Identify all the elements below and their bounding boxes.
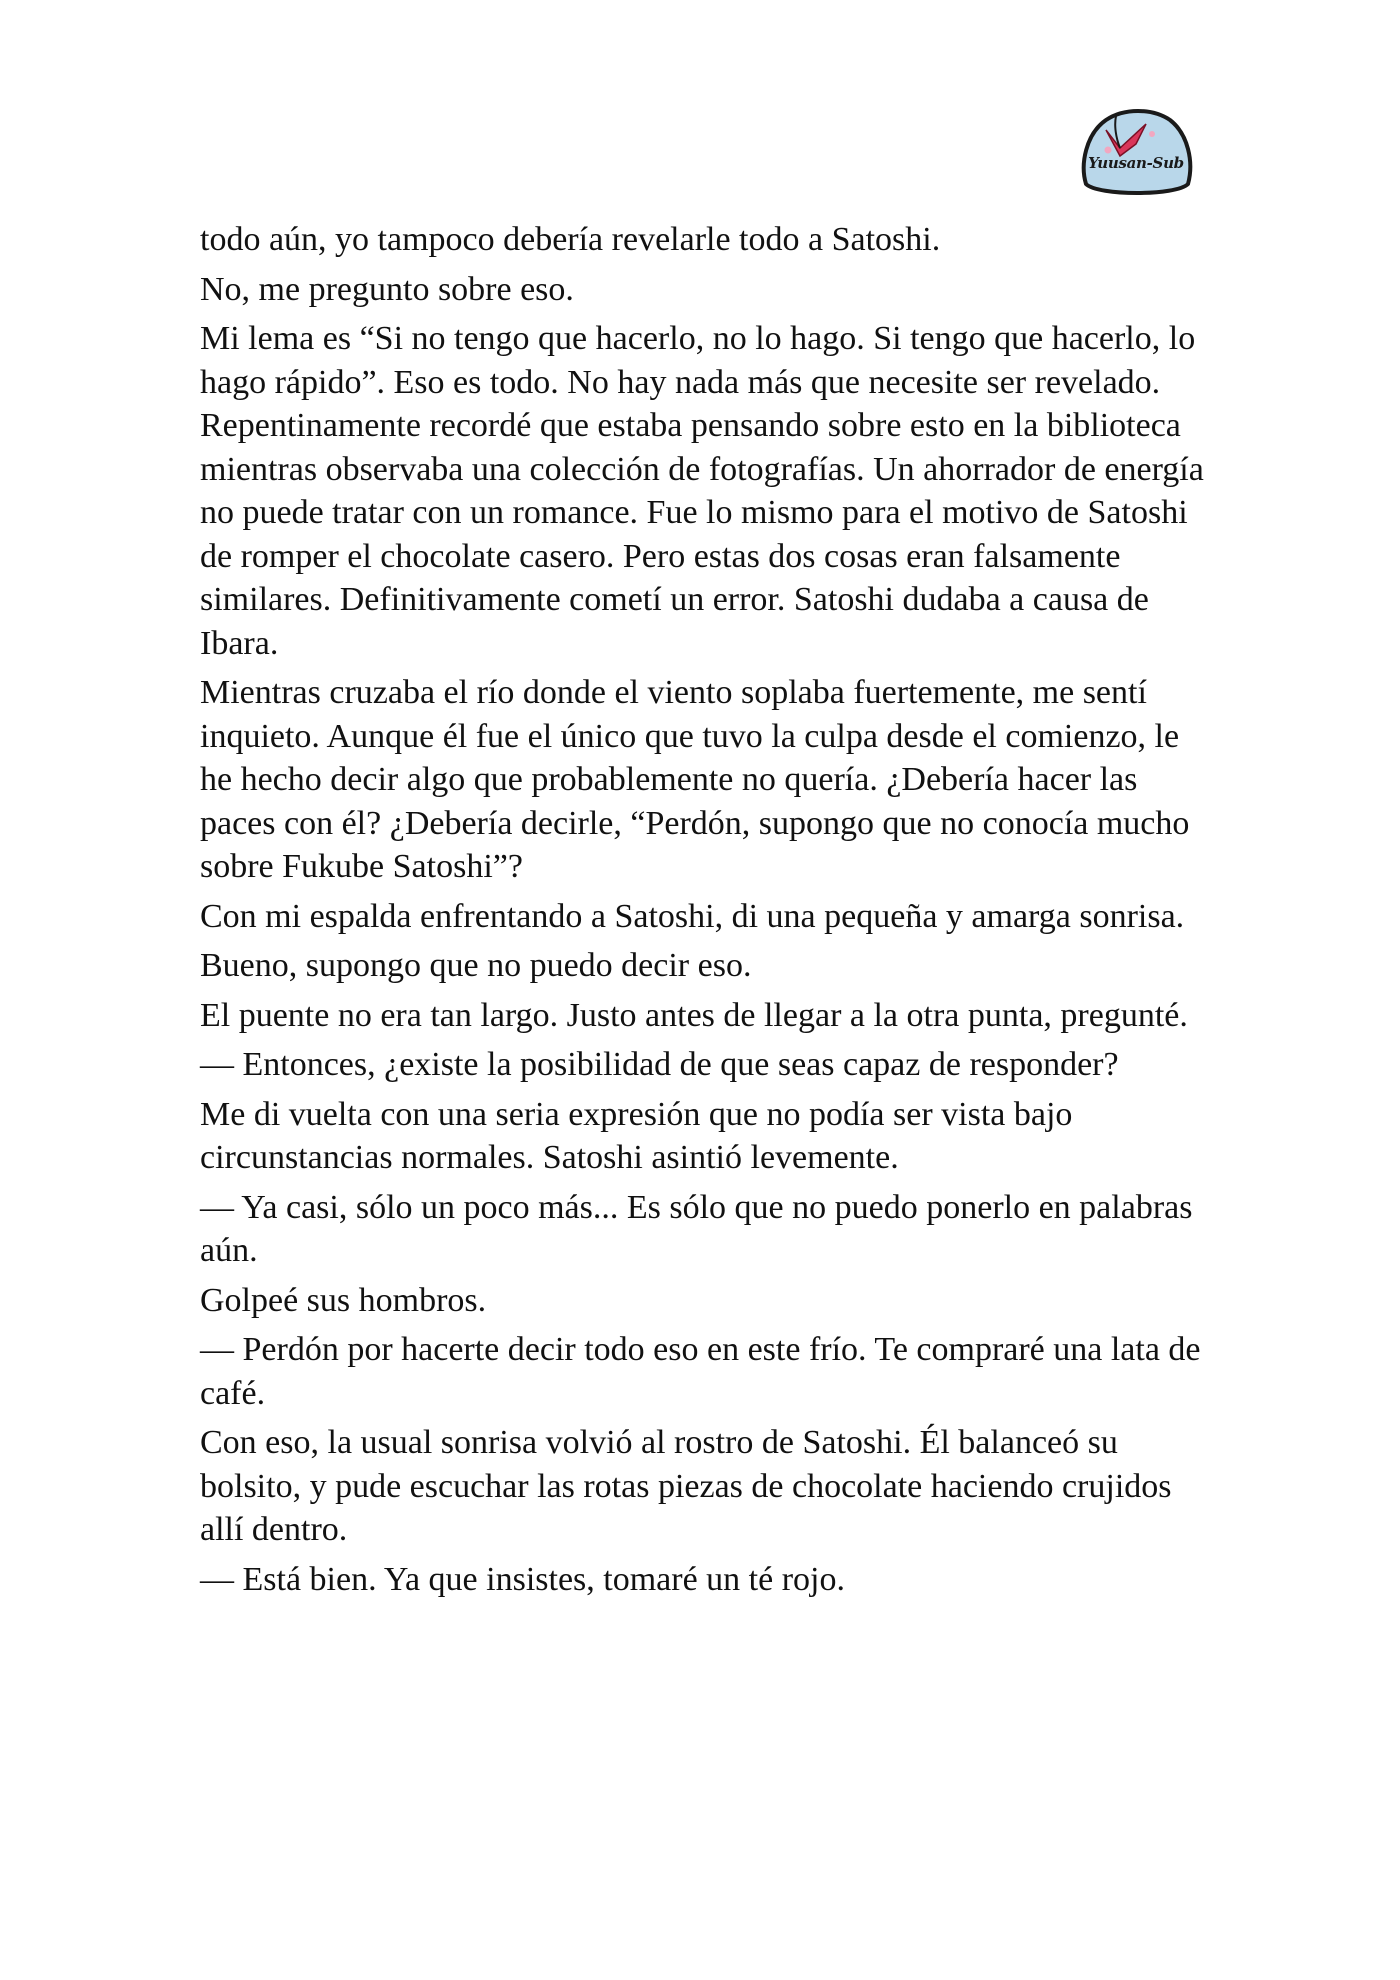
logo-text: Yuusan-Sub bbox=[1088, 154, 1184, 172]
paragraph: No, me pregunto sobre eso. bbox=[200, 270, 574, 308]
dialogue-line: — Entonces, ¿existe la posibilidad de que seas capaz de responder? bbox=[200, 1046, 1119, 1083]
paragraph: Mientras cruzaba el río donde el viento soplaba fuertemente, me sentí inquieto. Aunque él fue el único que tuvo la culpa desde el comienzo, le he hecho decir algo que probablemente no quería. ¿Debería hacer las paces con él? ¿Debería decirle, “Perdón, supongo que no conocía mucho sobre Fukube Satoshi”? bbox=[200, 674, 1190, 885]
yuusan-sub-logo-icon bbox=[1076, 104, 1196, 198]
paragraph: todo aún, yo tampoco debería revelarle todo a Satoshi. bbox=[200, 221, 941, 258]
paragraph: Con mi espalda enfrentando a Satoshi, di una pequeña y amarga sonrisa. bbox=[200, 897, 1185, 935]
dialogue-line: — Perdón por hacerte decir todo eso en este frío. Te compraré una lata de café. bbox=[200, 1331, 1201, 1412]
dialogue-line: — Está bien. Ya que insistes, tomaré un té rojo. bbox=[200, 1560, 845, 1598]
dialogue-line: — Ya casi, sólo un poco más... Es sólo que no puedo ponerlo en palabras aún. bbox=[200, 1188, 1193, 1269]
paragraph: El puente no era tan largo. Justo antes de llegar a la otra punta, pregunté. bbox=[200, 996, 1188, 1034]
body-text bbox=[200, 218, 1210, 1607]
paragraph: Me di vuelta con una seria expresión que no podía ser vista bajo circunstancias normales. Satoshi asintió levemente. bbox=[200, 1095, 1073, 1176]
paragraph: Mi lema es “Si no tengo que hacerlo, no lo hago. Si tengo que hacerlo, lo hago rápido”. Eso es todo. No hay nada más que necesite ser revelado. Repentinamente recordé que estaba pensando sobre esto en la biblioteca mientras observaba una colección de fotografías. Un ahorrador de energía no puede tratar con un romance. Fue lo mismo para el motivo de Satoshi de romper el chocolate casero. Pero estas dos cosas eran falsamente similares. Definitivamente cometí un error. Satoshi dudaba a causa de Ibara. bbox=[200, 320, 1204, 662]
paragraph: Bueno, supongo que no puedo decir eso. bbox=[200, 947, 752, 984]
paragraph: Con eso, la usual sonrisa volvió al rostro de Satoshi. Él balanceó su bolsito, y pude escuchar las rotas piezas de chocolate haciendo crujidos allí dentro. bbox=[200, 1424, 1172, 1548]
yuusan-sub-logo bbox=[1076, 104, 1196, 198]
paragraph: Golpeé sus hombros. bbox=[200, 1281, 487, 1319]
